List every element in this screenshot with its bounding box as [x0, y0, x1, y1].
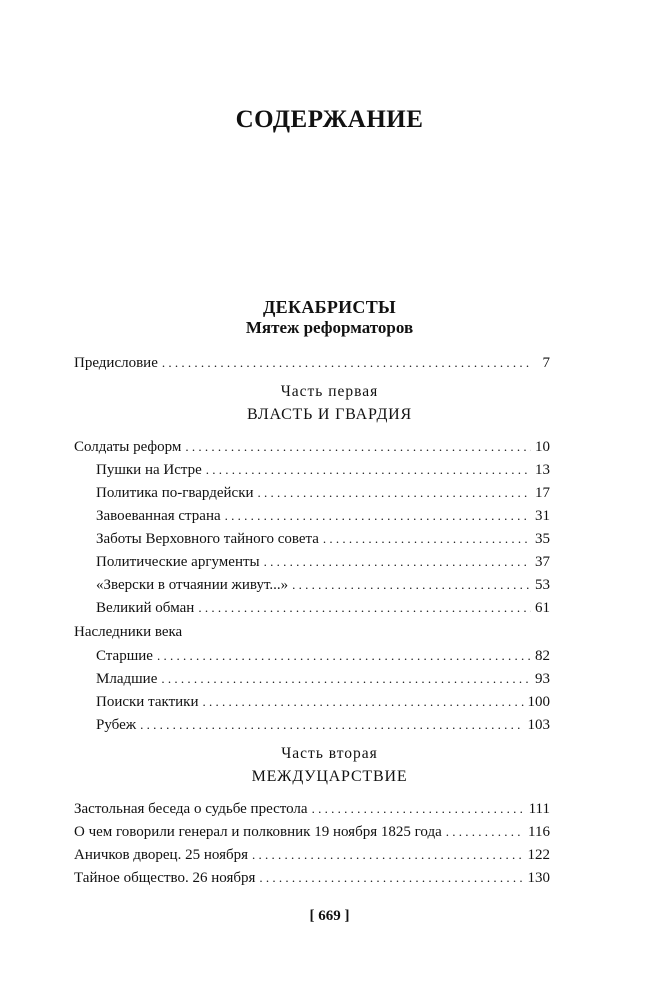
toc-entry[interactable]: [96, 574, 550, 596]
toc-entry[interactable]: [96, 528, 550, 550]
leader-dots: [206, 459, 531, 481]
toc-entry-label: Солдаты реформ: [74, 439, 182, 455]
toc-entry-page: 111: [528, 801, 550, 817]
book-title: ДЕКАБРИСТЫ: [262, 297, 397, 317]
toc-entry-label: Завоеванная страна: [96, 508, 221, 524]
leader-dots: [323, 528, 531, 550]
toc-section-heading[interactable]: [74, 621, 550, 643]
toc-entry-label: «Зверски в отчаянии живут...»: [96, 577, 289, 593]
toc-entry-label: О чем говорили генерал и полковник 19 ноября 1825 года: [74, 824, 442, 840]
page-number: [ 669 ]: [309, 908, 350, 924]
toc-entry-page: 82: [535, 648, 550, 664]
toc-entry-page: 61: [535, 600, 550, 616]
leader-dots: [264, 551, 531, 573]
toc-entry[interactable]: [96, 668, 550, 690]
toc-entry[interactable]: [96, 482, 550, 504]
leader-dots: [185, 436, 531, 458]
toc-entry-label: Великий обман: [96, 600, 195, 616]
toc-entry-page: 116: [528, 824, 550, 840]
toc-entry[interactable]: [74, 844, 550, 866]
toc-entry[interactable]: [96, 459, 550, 481]
leader-dots: [312, 798, 525, 820]
toc-entry-page: 10: [535, 439, 550, 455]
toc-entry[interactable]: [96, 551, 550, 573]
toc-entry-label: Политика по-гвардейски: [96, 485, 254, 501]
leader-dots: [225, 505, 531, 527]
leader-dots: [258, 482, 531, 504]
toc-entry[interactable]: [74, 436, 550, 458]
toc-entry[interactable]: [96, 645, 550, 667]
toc-entry-label: Младшие: [96, 671, 158, 687]
toc-entry-page: 100: [527, 694, 550, 710]
part-one-name: ВЛАСТЬ И ГВАРДИЯ: [247, 406, 412, 423]
toc-entry-label: Аничков дворец. 25 ноября: [74, 847, 249, 863]
part-two-label: Часть вторая: [281, 745, 378, 762]
toc-entry[interactable]: [96, 597, 550, 619]
toc-entry-preface[interactable]: [74, 352, 550, 374]
part-two-name: МЕЖДУЦАРСТВИЕ: [251, 768, 408, 785]
leader-dots: [140, 714, 523, 736]
toc-entry-page: 7: [542, 355, 550, 371]
toc-entry-page: 37: [535, 554, 550, 570]
toc-entry-label: Политические аргументы: [96, 554, 260, 570]
leader-dots: [162, 352, 532, 374]
toc-entry-page: 103: [527, 717, 550, 733]
toc-entry[interactable]: [74, 798, 550, 820]
toc-entry[interactable]: [96, 691, 550, 713]
leader-dots: [446, 821, 524, 843]
leader-dots: [161, 668, 531, 690]
leader-dots: [202, 691, 523, 713]
toc-entry-label: Пушки на Истре: [96, 462, 202, 478]
toc-entry-label: Заботы Верховного тайного совета: [96, 531, 319, 547]
part-one-label: Часть первая: [280, 383, 379, 400]
page-title: СОДЕРЖАНИЕ: [235, 106, 424, 133]
toc-entry-page: 122: [527, 847, 550, 863]
leader-dots: [259, 867, 523, 889]
toc-entry-label: Поиски тактики: [96, 694, 199, 710]
toc-entry-page: 17: [535, 485, 550, 501]
toc-entry-page: 13: [535, 462, 550, 478]
leader-dots: [157, 645, 531, 667]
toc-entry-label: Рубеж: [96, 717, 137, 733]
toc-entry-page: 93: [535, 671, 550, 687]
toc-entry[interactable]: [74, 867, 550, 889]
toc-entry-page: 31: [535, 508, 550, 524]
toc-entry-label: Предисловие: [74, 355, 158, 371]
toc-entry-label: Наследники века: [74, 624, 183, 640]
toc-entry[interactable]: [96, 714, 550, 736]
book-subtitle: Мятеж реформаторов: [245, 318, 414, 337]
toc-entry-page: 130: [527, 870, 550, 886]
leader-dots: [198, 597, 531, 619]
toc-entry-page: 35: [535, 531, 550, 547]
toc-entry-page: 53: [535, 577, 550, 593]
toc-entry-label: Тайное общество. 26 ноября: [74, 870, 256, 886]
leader-dots: [292, 574, 531, 596]
toc-entry[interactable]: [74, 821, 550, 843]
leader-dots: [252, 844, 523, 866]
toc-entry-label: Застольная беседа о судьбе престола: [74, 801, 308, 817]
toc-entry[interactable]: [96, 505, 550, 527]
toc-entry-label: Старшие: [96, 648, 153, 664]
